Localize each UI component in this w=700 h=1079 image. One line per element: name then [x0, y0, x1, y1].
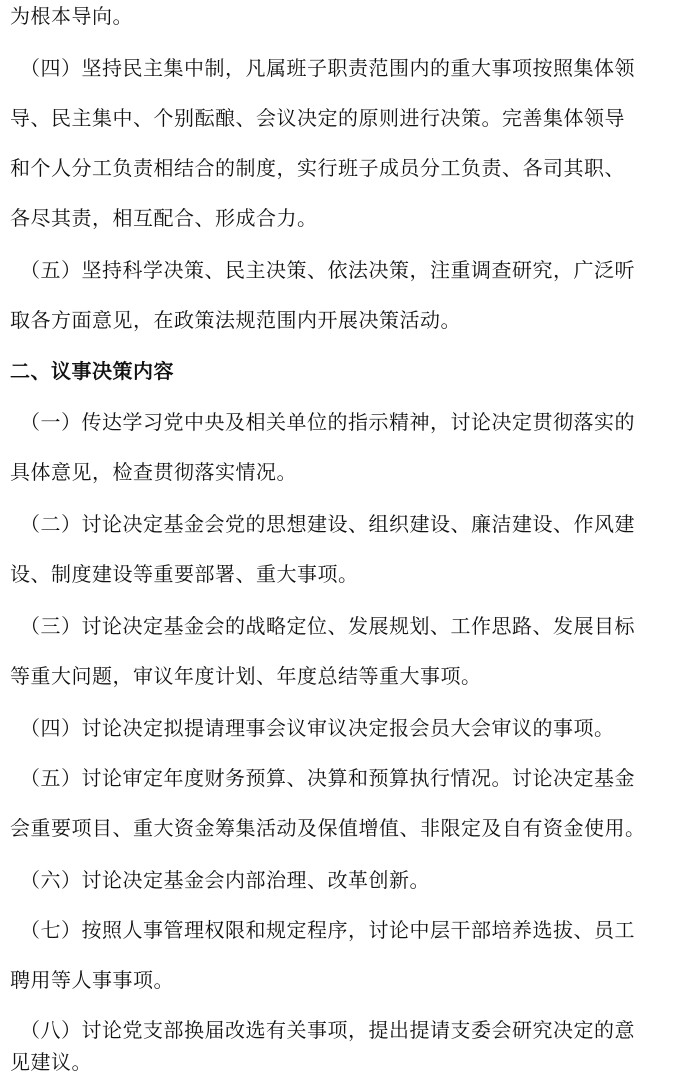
section-heading: 二、议事决策内容	[10, 359, 174, 383]
text-line: （五）坚持科学决策、民主决策、依法决策，注重调查研究，广泛听	[20, 258, 635, 282]
text-line: （三）讨论决定基金会的战略定位、发展规划、工作思路、发展目标	[20, 614, 635, 638]
text-line: 和个人分工负责相结合的制度，实行班子成员分工负责、各司其职、	[10, 156, 625, 180]
text-line: （四）坚持民主集中制，凡属班子职责范围内的重大事项按照集体领	[20, 56, 635, 80]
text-line: 取各方面意见，在政策法规范围内开展决策活动。	[10, 308, 461, 332]
text-line: 聘用等人事事项。	[10, 968, 174, 992]
text-line: 见建议。	[10, 1050, 92, 1074]
text-line: 具体意见，检查贯彻落实情况。	[10, 460, 297, 484]
text-line: （一）传达学习党中央及相关单位的指示精神，讨论决定贯彻落实的	[20, 410, 635, 434]
text-line: 等重大问题，审议年度计划、年度总结等重大事项。	[10, 664, 482, 688]
text-line: （二）讨论决定基金会党的思想建设、组织建设、廉洁建设、作风建	[20, 512, 635, 536]
text-line: 导、民主集中、个别酝酿、会议决定的原则进行决策。完善集体领导	[10, 106, 625, 130]
text-line: 设、制度建设等重要部署、重大事项。	[10, 562, 359, 586]
text-line: （五）讨论审定年度财务预算、决算和预算执行情况。讨论决定基金	[20, 766, 635, 790]
text-line: 各尽其责，相互配合、形成合力。	[10, 206, 318, 230]
text-line: （八）讨论党支部换届改选有关事项，提出提请支委会研究决定的意	[20, 1018, 635, 1042]
text-line: （七）按照人事管理权限和规定程序，讨论中层干部培养选拔、员工	[20, 918, 635, 942]
text-line: （六）讨论决定基金会内部治理、改革创新。	[20, 868, 430, 892]
text-line: 为根本导向。	[10, 4, 133, 28]
text-line: （四）讨论决定拟提请理事会议审议决定报会员大会审议的事项。	[20, 716, 615, 740]
text-line: 会重要项目、重大资金筹集活动及保值增值、非限定及自有资金使用。	[10, 816, 646, 840]
